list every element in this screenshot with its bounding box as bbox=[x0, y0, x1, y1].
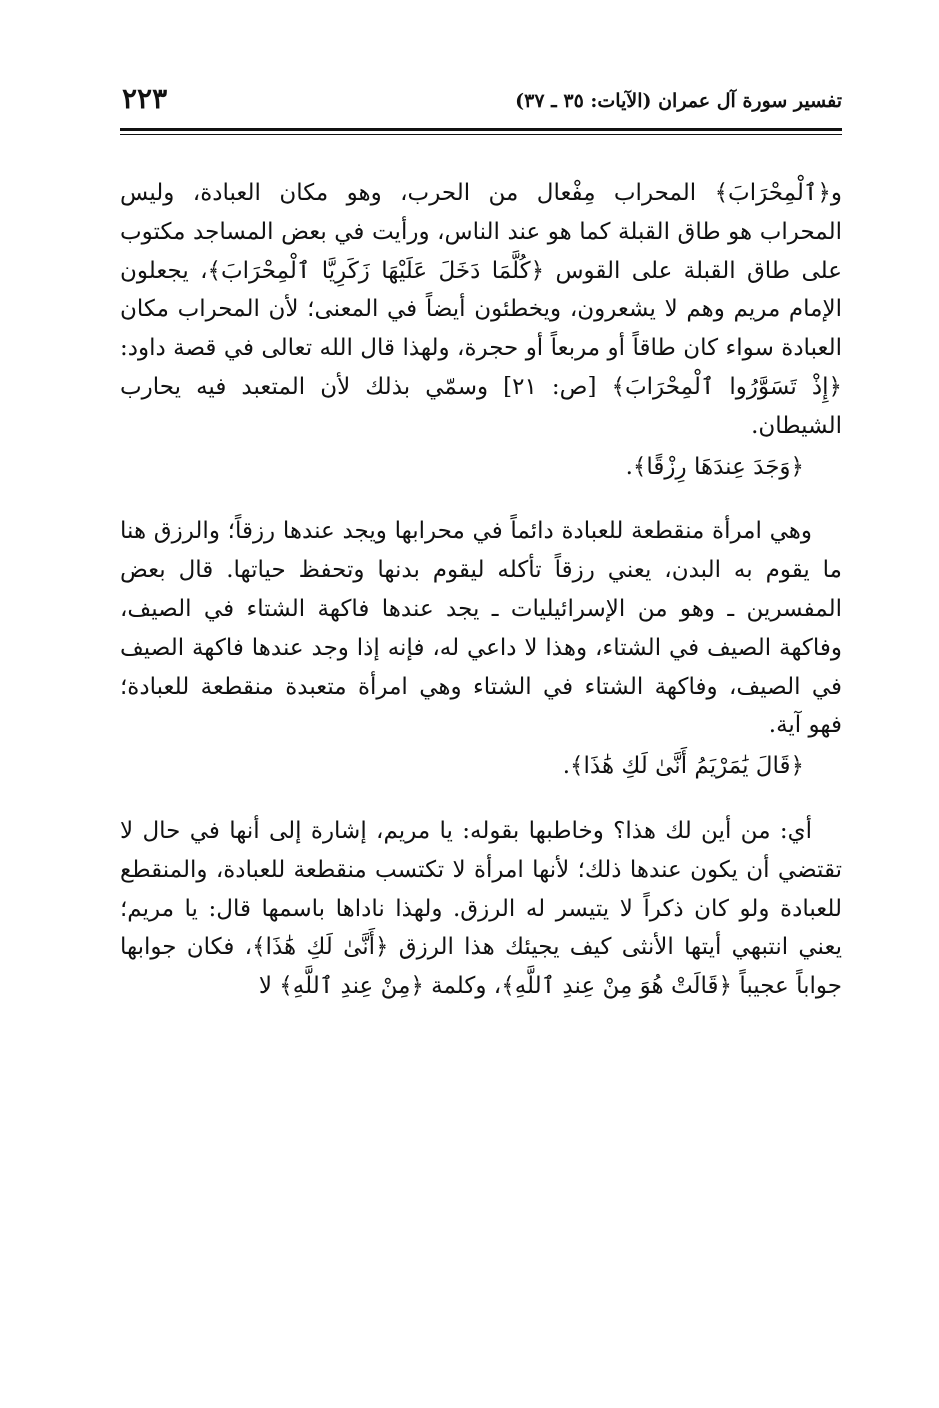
verse-anna-laki: ﴿قَالَ يَٰمَرْيَمُ أَنَّىٰ لَكِ هَٰذَا﴾. bbox=[562, 753, 804, 780]
page-header bbox=[120, 78, 842, 130]
verse-rizq: ﴿وَجَدَ عِندَهَا رِزْقًا﴾. bbox=[625, 453, 804, 480]
header-rule-thin bbox=[120, 134, 842, 135]
book-page bbox=[120, 78, 842, 1000]
paragraph-rizq: وهي امرأة منقطعة للعبادة دائماً في محرابها ويجد عندها رزقاً؛ والرزق هنا ما يقوم به البدن، يعني رزقاً تأكله ليقوم بدنها وتحفظ حياتها. قال بعض المفسرين ـ وهو من الإسرائيليات ـ يجد عندها فاكهة الشتاء في الصيف، وفاكهة الصيف في الشتاء، وهذا لا داعي له، فإنه إذا وجد عندها فاكهة الصيف في الصيف، وفاكهة الشتاء في الشتاء وهي امرأة متعبدة منقطعة للعبادة؛ فهو آية. bbox=[120, 518, 842, 739]
page-number: ٢٢٣ bbox=[122, 82, 168, 115]
running-title: تفسير سورة آل عمران (الآيات: ٣٥ ـ ٣٧) bbox=[515, 90, 842, 112]
paragraph-anna-laki: أي: من أين لك هذا؟ وخاطبها بقوله: يا مريم، إشارة إلى أنها في حال لا تقتضي أن يكون عندها ذلك؛ لأنها امرأة لا تكتسب منقطعة للعبادة، والمنقطع للعبادة ولو كان ذكراً لا يتيسر له الرزق. ولهذا ناداها باسمها قال: يا مريم؛ يعني انتبهي أيتها الأنثى كيف يجيئك هذا الرزق ﴿أَنَّىٰ لَكِ هَٰذَا﴾، فكان جوابها جواباً عجيباً ﴿قَالَتْ هُوَ مِنْ عِندِ ٱللَّهِ﴾، وكلمة ﴿مِنْ عِندِ ٱللَّهِ﴾ لا bbox=[120, 817, 842, 1000]
header-rule-thick bbox=[120, 128, 842, 131]
paragraph-mihrab: و﴿ٱلْمِحْرَابَ﴾ المحراب مِفْعال من الحرب، وهو مكان العبادة، وليس المحراب هو طاق القبلة كما هو عند الناس، ورأيت في بعض المساجد مكتوب على طاق القبلة على القوس ﴿كُلَّمَا دَخَلَ عَلَيْهَا زَكَرِيَّا ٱلْمِحْرَابَ﴾، يجعلون الإمام مريم وهم لا يشعرون، ويخطئون أيضاً في المعنى؛ لأن المحراب مكان العبادة سواء كان طاقاً أو مربعاً أو حجرة، ولهذا قال الله تعالى في قصة داود: ﴿إِذْ تَسَوَّرُوا ٱلْمِحْرَابَ﴾ [ص: ٢١] وسمّي بذلك لأن المتعبد فيه يحارب الشيطان. bbox=[120, 180, 842, 439]
page-body bbox=[120, 174, 842, 1006]
